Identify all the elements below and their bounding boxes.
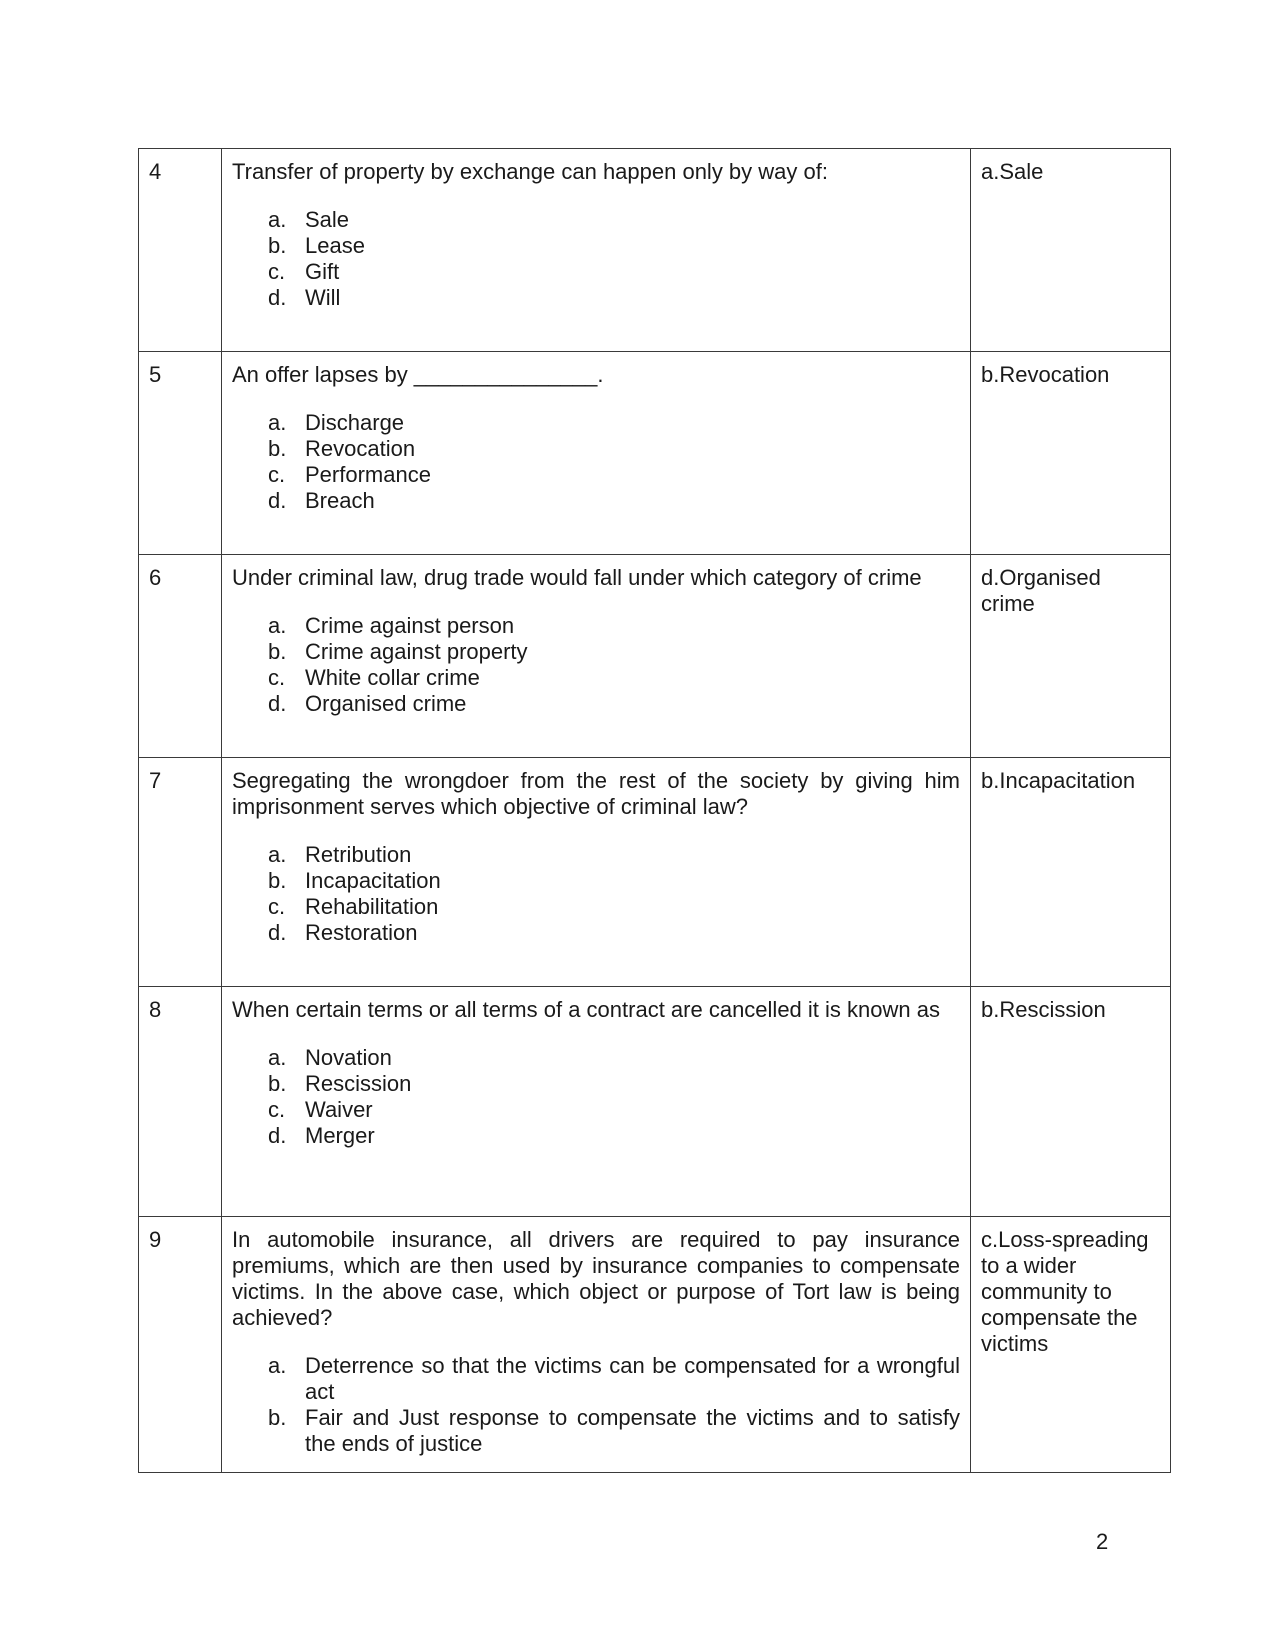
question-number: 9 <box>139 1217 222 1473</box>
option-item <box>268 233 960 259</box>
option-letter: a. <box>268 410 287 435</box>
option-letter: d. <box>268 1123 287 1148</box>
option-item <box>268 1097 960 1123</box>
question-cell <box>222 1217 971 1473</box>
table-row <box>139 352 1171 555</box>
option-letter: a. <box>268 613 287 638</box>
option-letter: d. <box>268 691 287 716</box>
option-item <box>268 1071 960 1097</box>
table-row <box>139 1217 1171 1473</box>
option-letter: c. <box>268 894 286 919</box>
answer-cell: c.Loss-spreading to a wider community to compensate the victims <box>971 1217 1171 1473</box>
option-letter: c. <box>268 462 286 487</box>
option-letter: b. <box>268 1405 287 1430</box>
option-text: Crime against person <box>305 613 515 638</box>
question-cell <box>222 149 971 352</box>
option-list <box>232 842 960 946</box>
question-number: 8 <box>139 987 222 1217</box>
option-letter: b. <box>268 233 287 258</box>
question-text: Transfer of property by exchange can happen only by way of: <box>232 159 828 184</box>
table-row <box>139 555 1171 758</box>
option-text: Fair and Just response to compensate the victims and to satisfy the ends of justice <box>305 1405 960 1456</box>
option-letter: a. <box>268 1045 287 1070</box>
question-text: When certain terms or all terms of a contract are cancelled it is known as <box>232 997 940 1022</box>
option-item <box>268 259 960 285</box>
option-text: Gift <box>305 259 340 284</box>
option-list <box>232 410 960 514</box>
option-letter: a. <box>268 842 287 867</box>
question-cell <box>222 352 971 555</box>
option-item <box>268 1123 960 1149</box>
option-text: Restoration <box>305 920 418 945</box>
option-letter: c. <box>268 665 286 690</box>
option-item <box>268 488 960 514</box>
option-list <box>232 613 960 717</box>
option-letter: a. <box>268 207 287 232</box>
option-letter: b. <box>268 868 287 893</box>
question-number: 4 <box>139 149 222 352</box>
option-list <box>232 207 960 311</box>
option-text: Performance <box>305 462 431 487</box>
option-item <box>268 691 960 717</box>
option-text: Waiver <box>305 1097 373 1122</box>
option-item <box>268 1353 960 1405</box>
option-item <box>268 1045 960 1071</box>
question-number: 5 <box>139 352 222 555</box>
answer-cell: b.Rescission <box>971 987 1171 1217</box>
option-item <box>268 207 960 233</box>
option-letter: d. <box>268 285 287 310</box>
answer-cell: b.Revocation <box>971 352 1171 555</box>
option-text: Lease <box>305 233 365 258</box>
option-item <box>268 920 960 946</box>
option-item <box>268 868 960 894</box>
option-text: Will <box>305 285 341 310</box>
option-text: Deterrence so that the victims can be compensated for a wrongful act <box>305 1353 960 1404</box>
option-item <box>268 639 960 665</box>
option-text: Revocation <box>305 436 416 461</box>
table-row <box>139 758 1171 987</box>
option-text: Merger <box>305 1123 375 1148</box>
page-number: 2 <box>1096 1529 1109 1554</box>
option-item <box>268 842 960 868</box>
question-text: Under criminal law, drug trade would fall under which category of crime <box>232 565 922 590</box>
option-text: Breach <box>305 488 375 513</box>
option-item <box>268 894 960 920</box>
option-letter: c. <box>268 1097 286 1122</box>
question-cell <box>222 758 971 987</box>
option-letter: c. <box>268 259 286 284</box>
option-item <box>268 285 960 311</box>
option-item <box>268 1405 960 1457</box>
question-number: 7 <box>139 758 222 987</box>
option-text: White collar crime <box>305 665 480 690</box>
table-row <box>139 149 1171 352</box>
option-letter: b. <box>268 436 287 461</box>
option-text: Rescission <box>305 1071 412 1096</box>
option-item <box>268 462 960 488</box>
option-item <box>268 436 960 462</box>
question-cell <box>222 555 971 758</box>
option-item <box>268 613 960 639</box>
option-text: Rehabilitation <box>305 894 439 919</box>
question-table <box>138 148 1171 1473</box>
option-list <box>232 1045 960 1149</box>
option-list <box>232 1353 960 1457</box>
question-text: Segregating the wrongdoer from the rest of the society by giving him imprisonment serves which objective of criminal law? <box>232 768 960 819</box>
option-text: Discharge <box>305 410 405 435</box>
question-number: 6 <box>139 555 222 758</box>
question-cell <box>222 987 971 1217</box>
option-letter: a. <box>268 1353 287 1378</box>
option-item <box>268 410 960 436</box>
option-text: Incapacitation <box>305 868 441 893</box>
option-text: Sale <box>305 207 350 232</box>
option-letter: d. <box>268 920 287 945</box>
question-text: In automobile insurance, all drivers are required to pay insurance premiums, which are then used by insurance companies to compensate victims. In the above case, which object or purpose of Tort law is being achieved? <box>232 1227 960 1330</box>
table-row <box>139 987 1171 1217</box>
option-text: Organised crime <box>305 691 467 716</box>
answer-cell: d.Organised crime <box>971 555 1171 758</box>
option-letter: b. <box>268 639 287 664</box>
answer-cell: b.Incapacitation <box>971 758 1171 987</box>
option-text: Crime against property <box>305 639 528 664</box>
option-text: Retribution <box>305 842 412 867</box>
option-letter: b. <box>268 1071 287 1096</box>
option-letter: d. <box>268 488 287 513</box>
option-item <box>268 665 960 691</box>
option-text: Novation <box>305 1045 392 1070</box>
answer-cell: a.Sale <box>971 149 1171 352</box>
question-text: An offer lapses by _______________. <box>232 362 604 387</box>
